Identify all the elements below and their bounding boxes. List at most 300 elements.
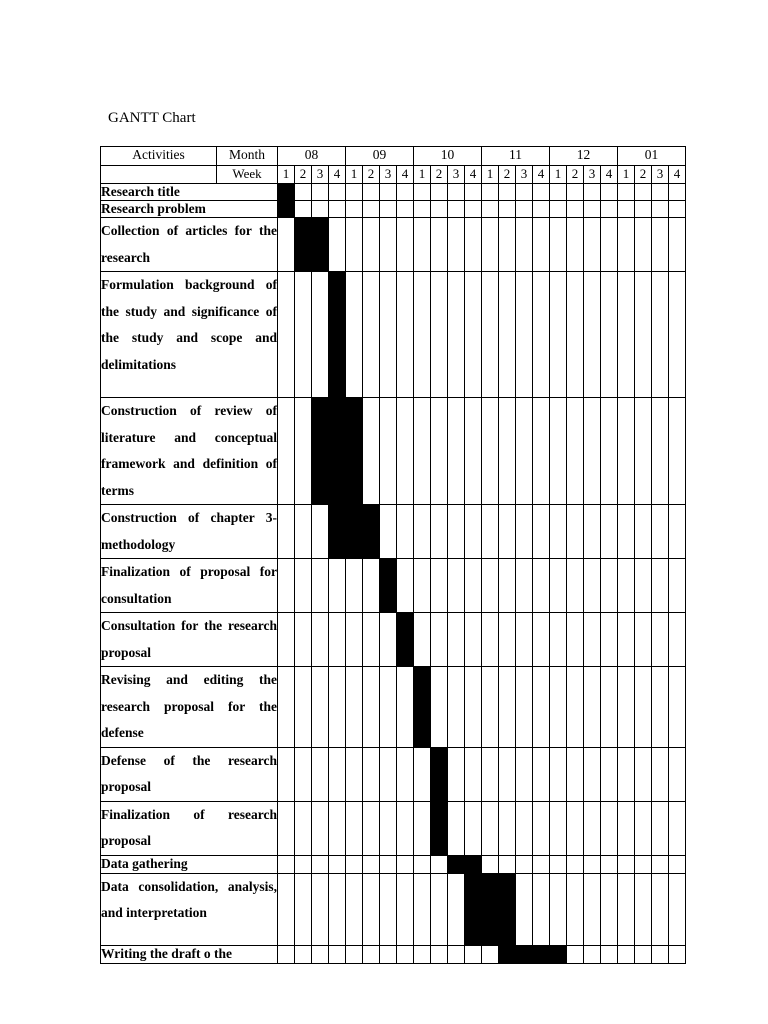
week-cell [363, 218, 380, 272]
week-cell [363, 184, 380, 201]
gantt-bar-cell [278, 201, 295, 218]
gantt-bar-cell [346, 505, 363, 559]
week-cell [278, 945, 295, 963]
week-cell [601, 272, 618, 398]
activity-row [101, 272, 686, 398]
week-cell [465, 505, 482, 559]
week-cell [414, 801, 431, 855]
week-cell [465, 667, 482, 748]
week-cell [618, 398, 635, 505]
week-cell [329, 873, 346, 945]
week-cell [652, 218, 669, 272]
week-cell [465, 184, 482, 201]
week-cell [363, 945, 380, 963]
week-cell [550, 855, 567, 873]
week-cell [567, 184, 584, 201]
week-cell [295, 945, 312, 963]
month-01: 01 [618, 147, 686, 166]
week-cell [584, 218, 601, 272]
week-cell [499, 505, 516, 559]
week-cell [482, 184, 499, 201]
week-cell [397, 201, 414, 218]
week-cell [295, 201, 312, 218]
week-cell [618, 559, 635, 613]
week-cell [380, 945, 397, 963]
activity-row [101, 873, 686, 945]
week-cell [635, 855, 652, 873]
week-cell [635, 559, 652, 613]
week-cell [482, 667, 499, 748]
week-cell [516, 398, 533, 505]
week-cell [584, 945, 601, 963]
week-number: 2 [499, 166, 516, 184]
week-cell [618, 613, 635, 667]
week-cell [414, 855, 431, 873]
week-cell [278, 667, 295, 748]
week-cell [431, 873, 448, 945]
week-cell [397, 945, 414, 963]
week-cell [312, 801, 329, 855]
week-cell [550, 184, 567, 201]
activities-header: Activities [101, 147, 217, 166]
week-cell [329, 613, 346, 667]
week-cell [550, 559, 567, 613]
week-cell [652, 667, 669, 748]
week-cell [567, 505, 584, 559]
week-header-row [101, 166, 686, 184]
week-cell [346, 855, 363, 873]
week-cell [669, 184, 686, 201]
week-cell [499, 613, 516, 667]
week-cell [499, 747, 516, 801]
week-number: 1 [550, 166, 567, 184]
gantt-bar-cell [516, 945, 533, 963]
week-cell [499, 272, 516, 398]
week-cell [584, 667, 601, 748]
gantt-bar-cell [380, 559, 397, 613]
activity-row [101, 201, 686, 218]
week-cell [584, 184, 601, 201]
week-cell [346, 613, 363, 667]
activity-row [101, 613, 686, 667]
week-cell [431, 201, 448, 218]
week-cell [431, 184, 448, 201]
month-12: 12 [550, 147, 618, 166]
week-cell [363, 801, 380, 855]
week-cell [601, 873, 618, 945]
week-cell [584, 873, 601, 945]
week-number: 4 [601, 166, 618, 184]
week-cell [567, 855, 584, 873]
gantt-bar-cell [329, 398, 346, 505]
week-number: 1 [414, 166, 431, 184]
week-number: 1 [346, 166, 363, 184]
week-cell [601, 559, 618, 613]
week-cell [312, 747, 329, 801]
week-cell [584, 559, 601, 613]
week-cell [482, 398, 499, 505]
week-cell [448, 218, 465, 272]
week-cell [431, 559, 448, 613]
week-cell [601, 945, 618, 963]
week-cell [312, 667, 329, 748]
week-cell [499, 398, 516, 505]
week-number: 4 [397, 166, 414, 184]
week-cell [397, 559, 414, 613]
week-cell [652, 398, 669, 505]
week-cell [346, 559, 363, 613]
week-number: 2 [295, 166, 312, 184]
week-cell [295, 272, 312, 398]
activity-row [101, 559, 686, 613]
week-cell [346, 184, 363, 201]
week-cell [482, 855, 499, 873]
week-cell [567, 613, 584, 667]
week-cell [312, 613, 329, 667]
week-cell [669, 801, 686, 855]
week-cell [380, 873, 397, 945]
month-11: 11 [482, 147, 550, 166]
week-cell [635, 398, 652, 505]
week-cell [482, 559, 499, 613]
week-cell [601, 855, 618, 873]
week-cell [380, 747, 397, 801]
week-cell [312, 201, 329, 218]
week-cell [550, 272, 567, 398]
week-cell [567, 201, 584, 218]
week-cell [346, 201, 363, 218]
gantt-bar-cell [465, 855, 482, 873]
week-cell [380, 613, 397, 667]
week-cell [482, 201, 499, 218]
week-cell [635, 272, 652, 398]
week-cell [652, 505, 669, 559]
week-cell [414, 613, 431, 667]
week-cell [533, 272, 550, 398]
week-cell [499, 801, 516, 855]
activity-label: Consultation for the research proposal [101, 613, 278, 667]
week-cell [516, 613, 533, 667]
week-cell [329, 559, 346, 613]
week-cell [346, 218, 363, 272]
month-header: Month [217, 147, 278, 166]
week-cell [363, 613, 380, 667]
week-number: 4 [669, 166, 686, 184]
week-cell [363, 855, 380, 873]
week-cell [397, 272, 414, 398]
activity-label: Data consolidation, analysis, and interpretation [101, 873, 278, 945]
week-cell [414, 559, 431, 613]
week-cell [584, 747, 601, 801]
week-cell [397, 505, 414, 559]
week-cell [533, 855, 550, 873]
week-cell [516, 855, 533, 873]
week-cell [567, 559, 584, 613]
week-cell [329, 801, 346, 855]
week-cell [295, 613, 312, 667]
week-cell [329, 201, 346, 218]
week-cell [448, 945, 465, 963]
activity-label: Research title [101, 184, 278, 201]
week-cell [465, 398, 482, 505]
week-cell [635, 873, 652, 945]
week-cell [278, 218, 295, 272]
week-cell [618, 855, 635, 873]
week-cell [431, 855, 448, 873]
week-number: 3 [652, 166, 669, 184]
week-cell [584, 855, 601, 873]
week-cell [618, 873, 635, 945]
activity-label: Collection of articles for the research [101, 218, 278, 272]
week-cell [567, 801, 584, 855]
week-cell [380, 218, 397, 272]
week-cell [278, 272, 295, 398]
week-cell [329, 945, 346, 963]
activity-row [101, 667, 686, 748]
week-cell [329, 747, 346, 801]
week-cell [516, 667, 533, 748]
week-cell [669, 201, 686, 218]
week-cell [635, 184, 652, 201]
week-cell [465, 272, 482, 398]
week-cell [363, 873, 380, 945]
week-cell [618, 201, 635, 218]
week-cell [380, 184, 397, 201]
week-number: 4 [329, 166, 346, 184]
week-cell [278, 801, 295, 855]
week-cell [618, 667, 635, 748]
week-cell [601, 667, 618, 748]
week-cell [601, 201, 618, 218]
week-cell [635, 218, 652, 272]
week-number: 1 [618, 166, 635, 184]
week-cell [414, 201, 431, 218]
week-cell [601, 747, 618, 801]
week-cell [635, 945, 652, 963]
week-cell [397, 184, 414, 201]
week-cell [618, 272, 635, 398]
week-header: Week [217, 166, 278, 184]
week-cell [465, 613, 482, 667]
week-cell [278, 505, 295, 559]
week-cell [278, 747, 295, 801]
week-cell [295, 505, 312, 559]
week-cell [312, 272, 329, 398]
week-cell [414, 184, 431, 201]
gantt-bar-cell [499, 873, 516, 945]
week-cell [652, 272, 669, 398]
week-cell [448, 184, 465, 201]
week-cell [516, 184, 533, 201]
week-cell [482, 505, 499, 559]
week-cell [482, 945, 499, 963]
week-cell [669, 747, 686, 801]
week-cell [278, 873, 295, 945]
gantt-bar-cell [312, 218, 329, 272]
week-cell [397, 801, 414, 855]
week-cell [567, 218, 584, 272]
week-cell [448, 559, 465, 613]
week-cell [346, 873, 363, 945]
week-cell [669, 613, 686, 667]
week-cell [669, 398, 686, 505]
week-cell [465, 559, 482, 613]
week-cell [482, 218, 499, 272]
week-cell [669, 272, 686, 398]
week-cell [414, 945, 431, 963]
month-10: 10 [414, 147, 482, 166]
week-cell [652, 184, 669, 201]
activity-label: Construction of review of literature and conceptual framework and definition of terms [101, 398, 278, 505]
week-cell [414, 505, 431, 559]
week-cell [669, 945, 686, 963]
activities-header-blank [101, 166, 217, 184]
month-08: 08 [278, 147, 346, 166]
week-cell [397, 667, 414, 748]
week-cell [448, 613, 465, 667]
activity-row [101, 218, 686, 272]
week-cell [652, 945, 669, 963]
week-cell [584, 505, 601, 559]
week-cell [550, 873, 567, 945]
week-cell [652, 559, 669, 613]
week-cell [346, 945, 363, 963]
week-cell [329, 667, 346, 748]
week-cell [499, 218, 516, 272]
week-cell [516, 873, 533, 945]
week-cell [533, 667, 550, 748]
week-cell [465, 201, 482, 218]
activity-label: Data gathering [101, 855, 278, 873]
week-cell [414, 272, 431, 398]
week-cell [482, 272, 499, 398]
week-cell [363, 667, 380, 748]
week-cell [414, 398, 431, 505]
week-cell [533, 398, 550, 505]
week-cell [397, 747, 414, 801]
gantt-bar-cell [533, 945, 550, 963]
week-cell [601, 218, 618, 272]
week-cell [363, 747, 380, 801]
week-cell [363, 559, 380, 613]
week-cell [278, 398, 295, 505]
gantt-bar-cell [499, 945, 516, 963]
week-cell [448, 747, 465, 801]
week-cell [550, 667, 567, 748]
week-cell [516, 559, 533, 613]
week-cell [448, 505, 465, 559]
week-cell [482, 801, 499, 855]
gantt-bar-cell [397, 613, 414, 667]
week-cell [499, 559, 516, 613]
week-cell [499, 184, 516, 201]
week-cell [295, 667, 312, 748]
week-cell [431, 272, 448, 398]
activity-label: Formulation background of the study and significance of the study and scope and delimitations [101, 272, 278, 398]
week-number: 3 [516, 166, 533, 184]
week-cell [567, 945, 584, 963]
week-cell [363, 201, 380, 218]
week-cell [431, 945, 448, 963]
week-cell [533, 747, 550, 801]
month-09: 09 [346, 147, 414, 166]
week-cell [278, 855, 295, 873]
gantt-bar-cell [448, 855, 465, 873]
week-cell [397, 855, 414, 873]
week-number: 4 [465, 166, 482, 184]
week-cell [635, 747, 652, 801]
gantt-table [100, 146, 686, 964]
week-cell [516, 505, 533, 559]
week-cell [380, 201, 397, 218]
week-cell [516, 272, 533, 398]
gantt-bar-cell [363, 505, 380, 559]
week-cell [652, 855, 669, 873]
week-cell [295, 559, 312, 613]
week-number: 2 [431, 166, 448, 184]
week-cell [499, 855, 516, 873]
week-cell [397, 398, 414, 505]
week-cell [567, 747, 584, 801]
gantt-bar-cell [329, 505, 346, 559]
gantt-bar-cell [295, 218, 312, 272]
week-cell [380, 667, 397, 748]
week-number: 3 [584, 166, 601, 184]
week-cell [397, 218, 414, 272]
week-cell [669, 873, 686, 945]
gantt-bar-cell [431, 747, 448, 801]
gantt-bar-cell [465, 873, 482, 945]
week-cell [652, 747, 669, 801]
week-cell [635, 201, 652, 218]
week-cell [312, 184, 329, 201]
activity-row [101, 398, 686, 505]
week-cell [584, 613, 601, 667]
week-cell [346, 667, 363, 748]
week-cell [533, 559, 550, 613]
week-cell [550, 747, 567, 801]
activity-row [101, 855, 686, 873]
week-cell [465, 218, 482, 272]
activity-label: Finalization of proposal for consultation [101, 559, 278, 613]
week-cell [380, 505, 397, 559]
gantt-bar-cell [346, 398, 363, 505]
week-cell [669, 559, 686, 613]
week-cell [295, 398, 312, 505]
activity-row [101, 747, 686, 801]
week-cell [601, 184, 618, 201]
week-cell [669, 505, 686, 559]
week-cell [618, 184, 635, 201]
activity-label: Research problem [101, 201, 278, 218]
week-number: 3 [380, 166, 397, 184]
week-cell [516, 747, 533, 801]
week-cell [431, 398, 448, 505]
week-cell [482, 613, 499, 667]
activity-row [101, 801, 686, 855]
week-cell [550, 398, 567, 505]
week-cell [346, 747, 363, 801]
week-cell [295, 747, 312, 801]
week-cell [346, 801, 363, 855]
week-cell [397, 873, 414, 945]
week-cell [448, 272, 465, 398]
week-cell [312, 855, 329, 873]
week-cell [499, 201, 516, 218]
week-cell [482, 747, 499, 801]
gantt-bar-cell [312, 398, 329, 505]
week-cell [448, 801, 465, 855]
